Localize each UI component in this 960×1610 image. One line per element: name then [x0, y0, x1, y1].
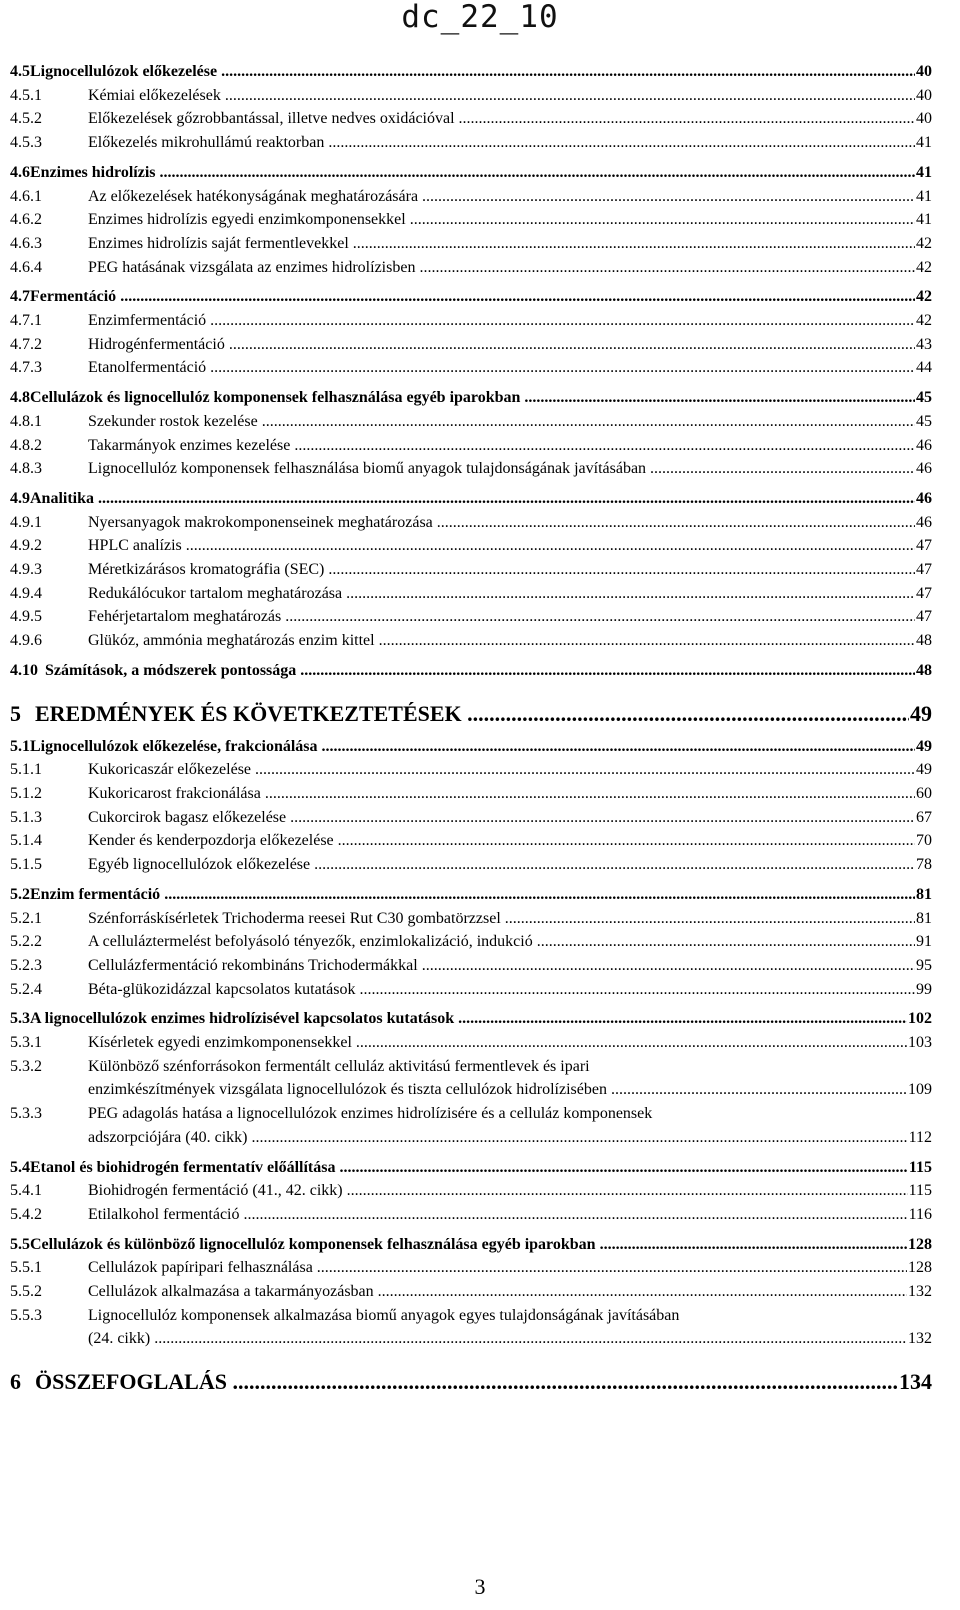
toc-entry[interactable] — [0, 605, 960, 629]
toc-entry-number: 4.6.2 — [10, 211, 42, 229]
toc-entry[interactable] — [0, 285, 960, 309]
toc-group — [0, 735, 960, 877]
toc-entry-number: 5.2.4 — [10, 980, 42, 998]
toc-entry-page: 70 — [916, 832, 932, 850]
toc-entry-page: 60 — [916, 784, 932, 802]
toc-entry-number: 5.1.3 — [10, 808, 42, 826]
toc-entry-number: 5.5 — [10, 1235, 30, 1253]
toc-entry-number: 5.2.3 — [10, 956, 42, 974]
toc-group — [0, 487, 960, 653]
toc-entry-number: 4.8.1 — [10, 412, 42, 430]
toc-entry-page: 81 — [916, 909, 932, 927]
toc-entry-page: 44 — [916, 359, 932, 377]
toc-entry-number: 5.3.2 — [10, 1057, 42, 1075]
toc-entry-number: 4.8.2 — [10, 436, 42, 454]
toc-entry-page: 46 — [916, 436, 932, 454]
toc-entry-page: 134 — [899, 1369, 932, 1395]
toc-entry-page: 95 — [916, 956, 932, 974]
toc-entry-title: Enzimes hidrolízis saját fermentlevekkel ..... — [88, 232, 915, 256]
toc-entry-page: 128 — [908, 1259, 932, 1277]
toc-entry-number: 4.9.5 — [10, 608, 42, 626]
toc-entry-title: Cellulázfermentáció rekombináns Trichodermákkal ..... — [88, 954, 915, 978]
toc-entry-number: 5.1.1 — [10, 761, 42, 779]
toc-entry-number: 5.1 — [10, 737, 30, 755]
toc-entry[interactable] — [0, 806, 960, 830]
toc-entry[interactable] — [0, 1280, 960, 1304]
toc-entry-title: Biohidrogén fermentáció (41., 42. cikk) ..... — [88, 1179, 908, 1203]
toc-entry-number: 5.5.3 — [10, 1306, 42, 1324]
toc-entry-number: 5.2 — [10, 885, 30, 903]
toc-entry[interactable] — [0, 883, 960, 907]
toc-entry-title: Cukorcirok bagasz előkezelése ..... — [88, 806, 915, 830]
toc-entry-title: PEG adagolás hatása a lignocellulózok enzimes hidrolízisére és a celluláz komponensek — [88, 1105, 653, 1123]
toc-entry-title: adszorpciójára (40. cikk) ..... — [88, 1126, 908, 1150]
toc-entry[interactable] — [0, 107, 960, 131]
toc-entry-title: (24. cikk) ..... — [88, 1327, 907, 1351]
toc-entry[interactable] — [0, 1102, 960, 1126]
toc-entry-number: 4.9 — [10, 489, 30, 507]
toc-entry-page: 102 — [908, 1010, 932, 1028]
toc-entry-title: Glükóz, ammónia meghatározás enzim kittel ..... — [88, 629, 915, 653]
toc-entry-page: 47 — [916, 537, 932, 555]
toc-entry-number: 4.6 — [10, 163, 30, 181]
toc-entry-number: 5.3.3 — [10, 1105, 42, 1123]
toc-entry-title: Előkezelések gőzrobbantással, illetve nedves oxidációval ..... — [88, 107, 915, 131]
toc-entry-number: 5.1.2 — [10, 784, 42, 802]
toc-entry-number: 4.8.3 — [10, 460, 42, 478]
toc-entry-number: 5.4.2 — [10, 1205, 42, 1223]
toc-entry[interactable] — [0, 1031, 960, 1055]
toc-entry-title: Fehérjetartalom meghatározás ..... — [88, 605, 915, 629]
toc-entry[interactable] — [0, 907, 960, 931]
toc-entry-page: 116 — [908, 1205, 932, 1223]
toc-entry-number: 4.7.3 — [10, 359, 42, 377]
toc-group — [0, 1156, 960, 1227]
toc-entry-page: 128 — [908, 1235, 932, 1253]
toc-entry-page: 41 — [916, 163, 932, 181]
toc-entry-title: Szénforráskísérletek Trichoderma reesei Rut C30 gombatörzzsel ..... — [88, 907, 915, 931]
toc-entry-number: 4.9.1 — [10, 513, 42, 531]
toc-entry-page: 48 — [916, 632, 932, 650]
toc-entry-title: Enzimes hidrolízis egyedi enzimkomponensekkel ..... — [88, 208, 915, 232]
toc-entry-number: 4.6.3 — [10, 234, 42, 252]
toc-entry-title: Kémiai előkezelések ..... — [88, 84, 915, 108]
toc-group — [0, 699, 960, 729]
toc-entry-number: 5.2.2 — [10, 933, 42, 951]
toc-entry-page: 49 — [910, 700, 932, 726]
toc-entry[interactable] — [0, 1203, 960, 1227]
toc-entry-title: A celluláztermelést befolyásoló tényezők, enzimlokalizáció, indukció ..... — [88, 930, 915, 954]
toc-entry-title: Kender és kenderpozdorja előkezelése ..... — [88, 829, 915, 853]
toc-group — [0, 60, 960, 155]
toc-entry-number: 4.9.6 — [10, 632, 42, 650]
toc-entry-page: 42 — [916, 258, 932, 276]
toc-entry[interactable] — [0, 1055, 960, 1079]
toc-entry-page: 49 — [916, 737, 932, 755]
toc-entry-title: Lignocellulózok előkezelése, frakcionálása ..... — [30, 735, 915, 759]
toc-group — [0, 161, 960, 280]
toc-entry-number: 4.9.2 — [10, 537, 42, 555]
toc-entry-number: 4.6.1 — [10, 187, 42, 205]
toc-entry[interactable] — [0, 185, 960, 209]
toc-entry-page: 91 — [916, 933, 932, 951]
toc-entry[interactable] — [0, 309, 960, 333]
toc-entry-number: 4.5.2 — [10, 110, 42, 128]
toc-entry-title: Cellulázok és különböző lignocellulóz komponensek felhasználása egyéb iparokban ..... — [30, 1233, 907, 1257]
toc-entry-title: Fermentáció ..... — [30, 285, 915, 309]
toc-entry-title: Az előkezelések hatékonyságának meghatározására ..... — [88, 185, 915, 209]
toc-entry-title: Lignocellulóz komponensek alkalmazása biomű anyagok egyes tulajdonságának javításában — [88, 1306, 680, 1324]
toc-entry[interactable] — [0, 699, 960, 729]
toc-entry-title: Etanol és biohidrogén fermentatív előállítása ..... — [30, 1156, 908, 1180]
toc-entry[interactable] — [0, 232, 960, 256]
toc-entry-page: 103 — [908, 1034, 932, 1052]
toc-entry-title: PEG hatásának vizsgálata az enzimes hidrolízisben ..... — [88, 256, 915, 280]
toc-entry[interactable] — [0, 1156, 960, 1180]
toc-entry-page: 46 — [916, 460, 932, 478]
toc-entry-page: 43 — [916, 335, 932, 353]
toc-entry-page: 42 — [916, 312, 932, 330]
toc-entry-page: 132 — [908, 1330, 932, 1348]
toc-entry-page: 78 — [916, 856, 932, 874]
toc-entry-page: 47 — [916, 561, 932, 579]
toc-entry[interactable] — [0, 659, 960, 683]
toc-entry[interactable] — [0, 534, 960, 558]
toc-entry-title: Méretkizárásos kromatográfia (SEC) ..... — [88, 558, 915, 582]
toc-entry-page: 41 — [916, 187, 932, 205]
toc-entry-page: 46 — [916, 489, 932, 507]
toc-entry[interactable] — [0, 1233, 960, 1257]
toc-entry-page: 40 — [916, 110, 932, 128]
toc-entry[interactable] — [0, 333, 960, 357]
toc-entry-title: Hidrogénfermentáció ..... — [88, 333, 915, 357]
toc-group — [0, 659, 960, 683]
toc-entry-number: 5.1.4 — [10, 832, 42, 850]
toc-entry-title: Lignocellulózok előkezelése ..... — [30, 60, 915, 84]
toc-entry-number: 5 — [10, 700, 21, 726]
toc-entry-number: 5.3 — [10, 1010, 30, 1028]
toc-entry-number: 4.5.1 — [10, 86, 42, 104]
toc-entry-title: Cellulázok papíripari felhasználása ..... — [88, 1256, 907, 1280]
toc-entry[interactable] — [0, 256, 960, 280]
toc-entry-page: 81 — [916, 885, 932, 903]
toc-entry[interactable] — [0, 853, 960, 877]
toc-entry-number: 5.4 — [10, 1158, 30, 1176]
toc-group — [0, 1367, 960, 1397]
toc-entry-number: 4.8 — [10, 389, 30, 407]
toc-entry-number: 5.5.2 — [10, 1283, 42, 1301]
toc-entry-number: 4.7.1 — [10, 312, 42, 330]
toc-entry-title: Analitika ..... — [30, 487, 915, 511]
toc-entry-title: Enzimes hidrolízis ..... — [30, 161, 915, 185]
toc-group — [0, 883, 960, 1002]
toc-entry-title: Enzimfermentáció ..... — [88, 309, 915, 333]
toc-entry-title: Enzim fermentáció ..... — [30, 883, 915, 907]
toc-entry-page: 40 — [916, 86, 932, 104]
toc-entry[interactable] — [0, 954, 960, 978]
toc-entry-title: EREDMÉNYEK ÉS KÖVETKEZTETÉSEK ..... — [35, 699, 909, 729]
toc-entry-number: 5.4.1 — [10, 1182, 42, 1200]
toc-entry-title: Kísérletek egyedi enzimkomponensekkel ..... — [88, 1031, 907, 1055]
toc-entry-title: Lignocellulóz komponensek felhasználása biomű anyagok tulajdonságának javításában ..... — [88, 457, 915, 481]
toc-entry[interactable] — [0, 1078, 960, 1102]
toc-entry[interactable] — [0, 386, 960, 410]
toc-entry-page: 41 — [916, 211, 932, 229]
toc-entry-page: 67 — [916, 808, 932, 826]
toc-entry-page: 46 — [916, 513, 932, 531]
toc-entry[interactable] — [0, 829, 960, 853]
toc-entry-page: 115 — [908, 1158, 932, 1176]
toc-entry-number: 5.3.1 — [10, 1034, 42, 1052]
toc-entry[interactable] — [0, 161, 960, 185]
toc-entry-page: 45 — [916, 412, 932, 430]
toc-entry-page: 42 — [916, 288, 932, 306]
toc-entry-number: 4.9.4 — [10, 584, 42, 602]
toc-entry-page: 47 — [916, 584, 932, 602]
toc-entry-page: 115 — [908, 1182, 932, 1200]
toc-entry[interactable] — [0, 1327, 960, 1351]
toc-entry-title: Számítások, a módszerek pontossága ..... — [45, 659, 915, 683]
toc-entry-number: 4.7 — [10, 288, 30, 306]
toc-group — [0, 1233, 960, 1352]
toc-entry[interactable] — [0, 60, 960, 84]
toc-entry[interactable] — [0, 582, 960, 606]
toc-entry[interactable] — [0, 782, 960, 806]
toc-entry-page: 45 — [916, 389, 932, 407]
toc-group — [0, 386, 960, 481]
toc-entry-title: Kukoricaszár előkezelése ..... — [88, 758, 915, 782]
toc-entry-page: 41 — [916, 134, 932, 152]
toc-entry[interactable] — [0, 131, 960, 155]
toc-entry-page: 99 — [916, 980, 932, 998]
toc-entry-page: 132 — [908, 1283, 932, 1301]
toc-entry-title: A lignocellulózok enzimes hidrolízisével kapcsolatos kutatások ..... — [30, 1007, 907, 1031]
toc-entry[interactable] — [0, 558, 960, 582]
toc-group — [0, 285, 960, 380]
toc-group — [0, 1007, 960, 1149]
toc-entry[interactable] — [0, 758, 960, 782]
toc-entry-title: HPLC analízis ..... — [88, 534, 915, 558]
toc-entry[interactable] — [0, 434, 960, 458]
toc-entry-number: 4.10 — [10, 661, 38, 679]
toc-entry-number: 5.1.5 — [10, 856, 42, 874]
toc-entry-number: 6 — [10, 1369, 21, 1395]
toc-entry-page: 48 — [916, 661, 932, 679]
toc-entry-page: 49 — [916, 761, 932, 779]
toc-entry-page: 109 — [908, 1081, 932, 1099]
toc-entry-number: 5.2.1 — [10, 909, 42, 927]
toc-entry-title: Előkezelés mikrohullámú reaktorban ..... — [88, 131, 915, 155]
toc-entry[interactable] — [0, 457, 960, 481]
toc-entry[interactable] — [0, 410, 960, 434]
toc-entry[interactable] — [0, 735, 960, 759]
toc-entry[interactable] — [0, 84, 960, 108]
toc-entry[interactable] — [0, 1256, 960, 1280]
toc-entry[interactable] — [0, 1304, 960, 1328]
toc-entry-title: Különböző szénforrásokon fermentált celluláz aktivitású fermentlevek és ipari — [88, 1057, 590, 1075]
toc-entry-number: 4.6.4 — [10, 258, 42, 276]
toc-entry-title: Nyersanyagok makrokomponenseinek meghatározása ..... — [88, 511, 915, 535]
toc-entry[interactable] — [0, 1179, 960, 1203]
toc-entry[interactable] — [0, 1367, 960, 1397]
toc-entry[interactable] — [0, 208, 960, 232]
toc-entry[interactable] — [0, 978, 960, 1002]
toc-entry[interactable] — [0, 511, 960, 535]
page-number: 3 — [474, 1574, 486, 1599]
toc-entry-number: 5.5.1 — [10, 1259, 42, 1277]
toc-entry-title: Kukoricarost frakcionálása ..... — [88, 782, 915, 806]
toc-entry-number: 4.5.3 — [10, 134, 42, 152]
toc-entry[interactable] — [0, 356, 960, 380]
toc-entry-title: Cellulázok alkalmazása a takarmányozásban ..... — [88, 1280, 907, 1304]
toc-entry-title: Etanolfermentáció ..... — [88, 356, 915, 380]
toc-entry[interactable] — [0, 930, 960, 954]
toc-entry-title: Redukálócukor tartalom meghatározása ..... — [88, 582, 915, 606]
toc-entry-page: 47 — [916, 608, 932, 626]
toc-entry-number: 4.7.2 — [10, 335, 42, 353]
toc-entry-number: 4.5 — [10, 63, 30, 80]
toc-entry-title: Egyéb lignocellulózok előkezelése ..... — [88, 853, 915, 877]
toc-entry-title: Szekunder rostok kezelése ..... — [88, 410, 915, 434]
toc-entry-page: 40 — [916, 63, 932, 80]
document-code: dc_22_10 — [401, 0, 559, 35]
toc-entry[interactable] — [0, 487, 960, 511]
toc-entry-page: 42 — [916, 234, 932, 252]
toc-entry-title: ÖSSZEFOGLALÁS ..... — [35, 1367, 898, 1397]
toc-entry-title: Béta-glükozidázzal kapcsolatos kutatások ..... — [88, 978, 915, 1002]
toc-entry-title: Cellulázok és lignocellulóz komponensek felhasználása egyéb iparokban ..... — [30, 386, 915, 410]
toc-entry-title: Takarmányok enzimes kezelése ..... — [88, 434, 915, 458]
toc-entry[interactable] — [0, 1007, 960, 1031]
table-of-contents — [0, 60, 960, 1403]
toc-entry[interactable] — [0, 1126, 960, 1150]
toc-entry-title: enzimkészítmények vizsgálata lignocellulózok és tiszta cellulózok hidrolízisében ..... — [88, 1078, 907, 1102]
toc-entry-title: Etilalkohol fermentáció ..... — [88, 1203, 908, 1227]
toc-entry[interactable] — [0, 629, 960, 653]
toc-entry-page: 112 — [908, 1128, 932, 1146]
toc-entry-number: 4.9.3 — [10, 561, 42, 579]
